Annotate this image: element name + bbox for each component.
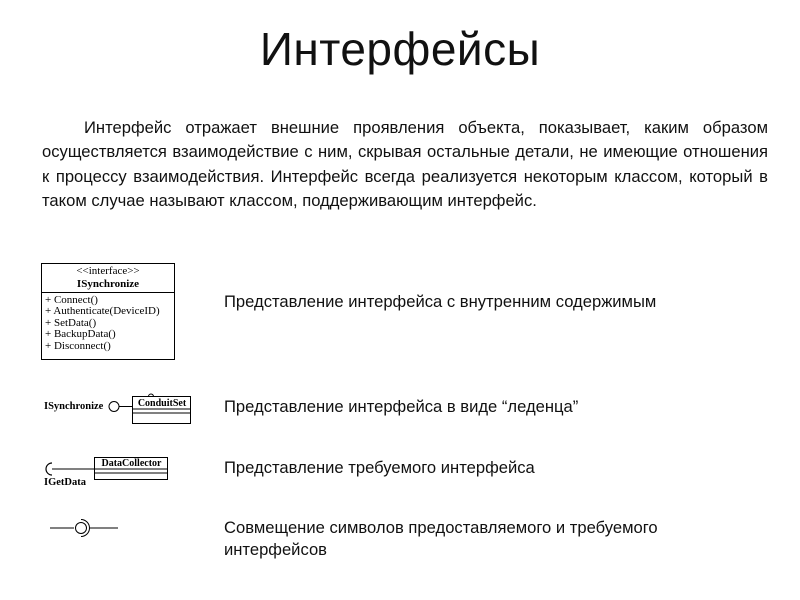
interface-name-label: ISynchronize bbox=[76, 277, 140, 290]
required-socket bbox=[46, 463, 52, 475]
lollipop-class-label: ConduitSet bbox=[137, 398, 187, 409]
caption-class-box: Представление интерфейса с внутренним содержимым bbox=[224, 292, 657, 311]
operation-item: + BackupData() bbox=[45, 328, 116, 341]
operation-item: + Authenticate(DeviceID) bbox=[45, 305, 160, 318]
interface-class-box bbox=[41, 263, 175, 360]
class-box-header bbox=[42, 264, 174, 293]
required-class-label: DataCollector bbox=[101, 458, 162, 469]
caption-ball-socket: Совмещение символов предоставляемого и требуемого интерфейсов bbox=[224, 518, 658, 559]
slide-title: Интерфейсы bbox=[259, 23, 541, 75]
stereotype-label: <<interface>> bbox=[76, 265, 140, 277]
intro-paragraph: Интерфейс отражает внешние проявления объекта, показывает, каким образом осуществляется взаимодействие с ним, скрывая остальные детали, не имеющие отношения к процессу взаимодействия. Интерфейс всегда реализуется некоторым классом, который в таком случае называют классом, поддерживающим интерфейс. bbox=[42, 118, 768, 211]
lollipop-interface-label: ISynchronize bbox=[44, 401, 104, 412]
required-interface-label: IGetData bbox=[44, 477, 86, 488]
caption-required: Представление требуемого интерфейса bbox=[224, 458, 535, 477]
ball-circle bbox=[76, 523, 87, 534]
caption-lollipop: Представление интерфейса в виде “леденца” bbox=[224, 397, 579, 416]
operations-list bbox=[42, 293, 174, 352]
operation-item: + SetData() bbox=[45, 316, 97, 329]
ball-and-socket-icon bbox=[50, 516, 120, 540]
operation-item: + Disconnect() bbox=[45, 339, 111, 352]
operation-item: + Connect() bbox=[45, 294, 98, 306]
provided-interface-circle bbox=[109, 402, 119, 412]
